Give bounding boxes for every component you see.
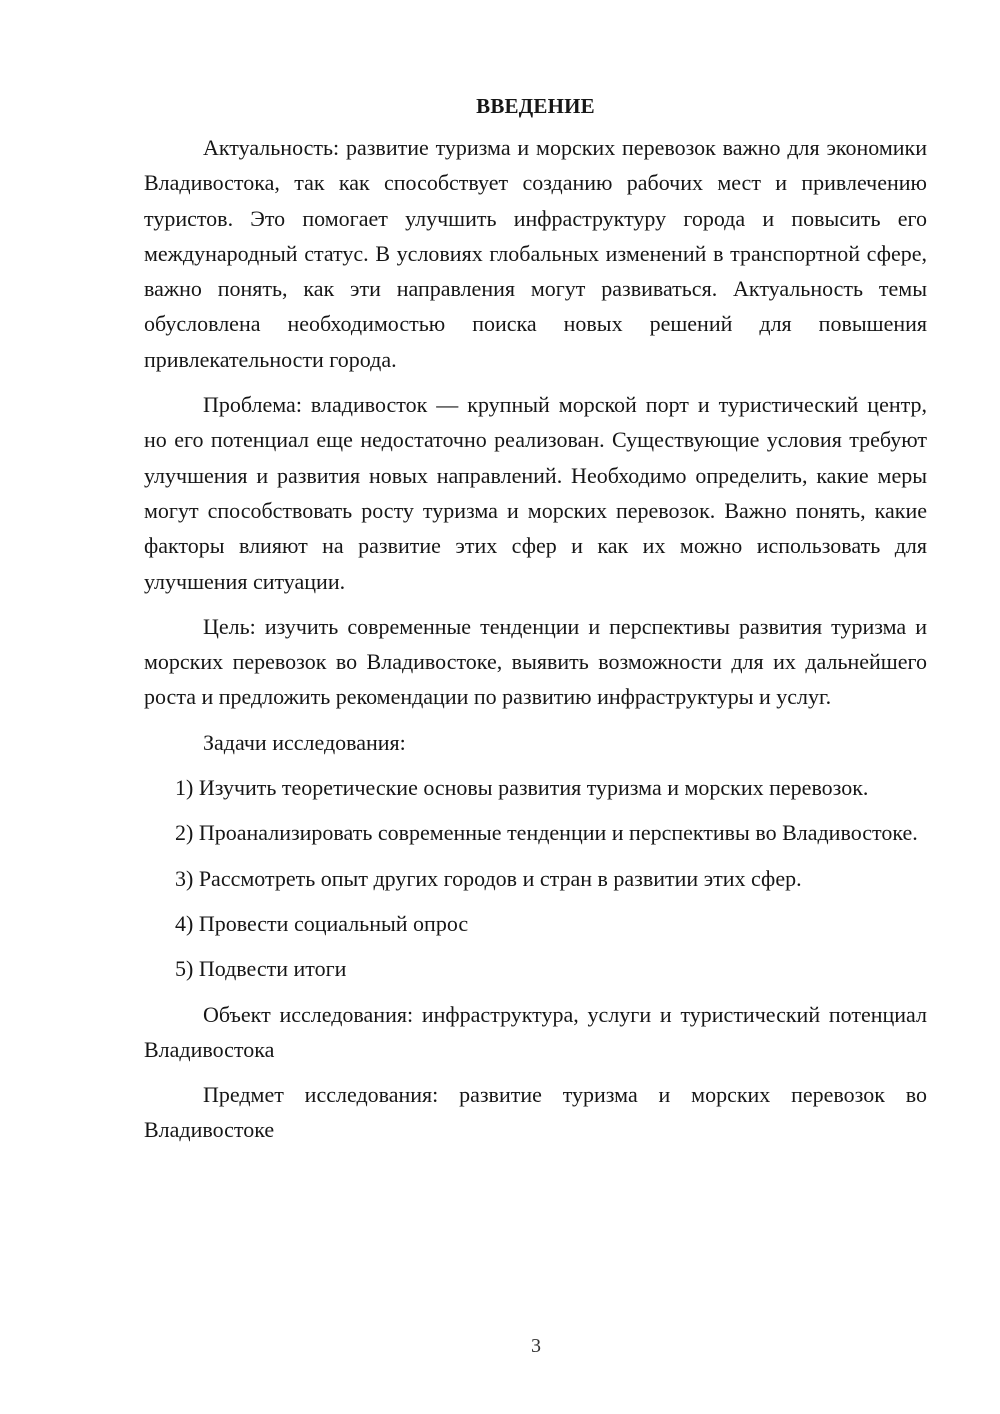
task-item-5: 5) Подвести итоги [175,956,347,982]
research-object-paragraph: Объект исследования: инфраструктура, услуги и туристический потенциал Владивостока [144,1001,927,1062]
research-subject-paragraph: Предмет исследования: развитие туризма и морских перевозок во Владивостоке [144,1082,927,1143]
problem-paragraph: Проблема: владивосток — крупный морской порт и туристический центр, но его потенциал еще недостаточно реализован. Существующие условия требуют улучшения и развития новых направлений. Необходимо определить, какие меры могут способствовать росту туризма и морских перевозок. Важно понять, какие факторы влияют на развитие этих сфер и как их можно использовать для улучшения ситуации. [144,392,927,594]
page-number: 3 [531,1335,541,1357]
task-item-4: 4) Провести социальный опрос [175,910,469,936]
page-content [144,92,927,1158]
tasks-heading: Задачи исследования: [203,729,406,755]
section-heading: ВВЕДЕНИЕ [476,94,595,118]
task-item-3: 3) Рассмотреть опыт других городов и стран в развитии этих сфер. [175,865,802,891]
tasks-list [144,770,927,986]
task-item-1: 1) Изучить теоретические основы развития туризма и морских перевозок. [175,775,869,801]
goal-paragraph: Цель: изучить современные тенденции и перспективы развития туризма и морских перевозок во Владивостоке, выявить возможности для их дальнейшего роста и предложить рекомендации по развитию инфраструктуры и услуг. [144,613,927,710]
task-item-2: 2) Проанализировать современные тенденции и перспективы во Владивостоке. [175,820,918,846]
relevance-paragraph: Актуальность: развитие туризма и морских перевозок важно для экономики Владивостока, так как способствует созданию рабочих мест и привлечению туристов. Это помогает улучшить инфраструктуру города и повысить его международный статус. В условиях глобальных изменений в транспортной сфере, важно понять, как эти направления могут развиваться. Актуальность темы обусловлена необходимостью поиска новых решений для повышения привлекательности города. [144,135,927,372]
